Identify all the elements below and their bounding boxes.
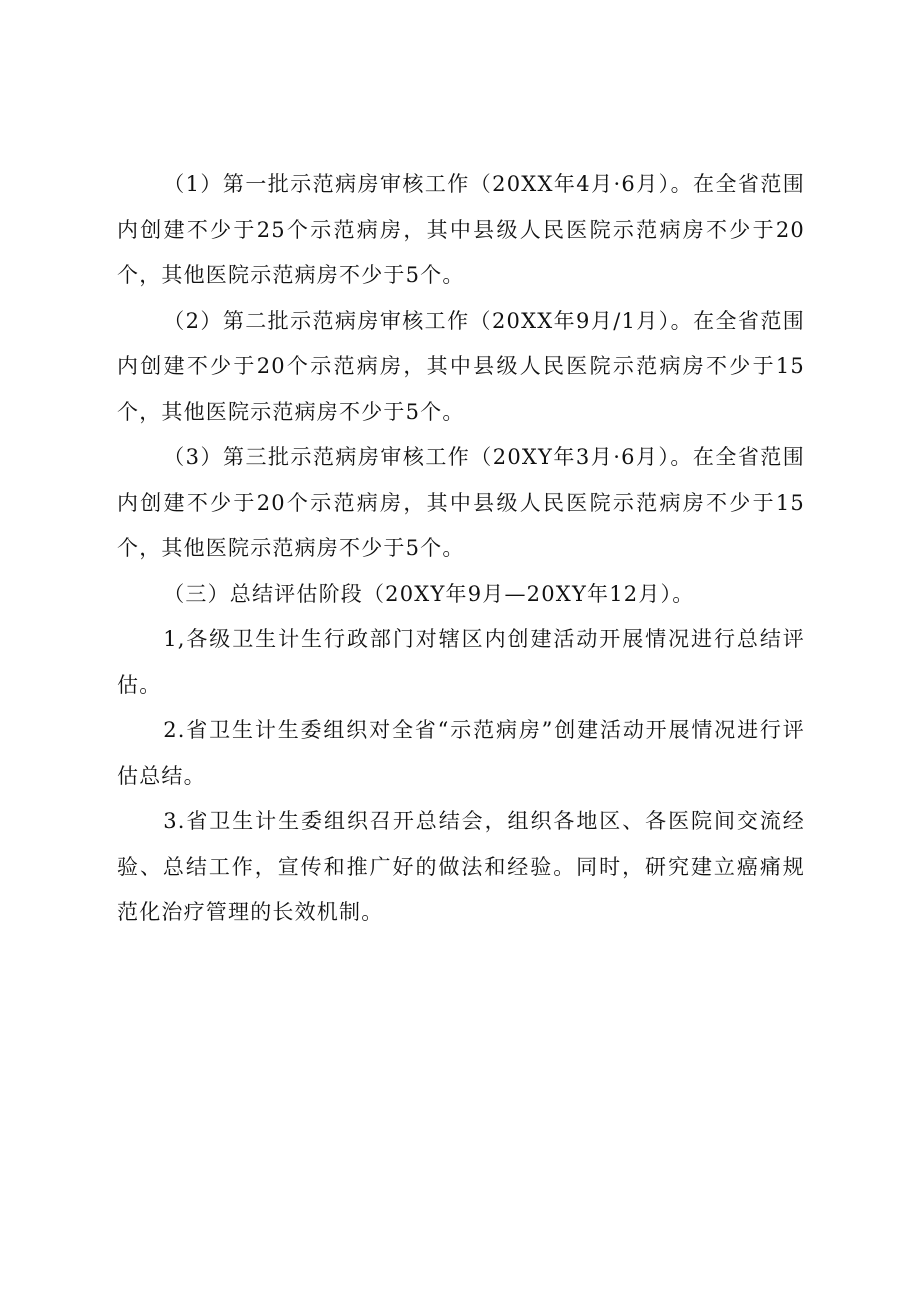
document-body (117, 162, 805, 936)
paragraph-item-2: 2.省卫生计生委组织对全省“示范病房”创建活动开展情况进行评估总结。 (117, 718, 805, 788)
paragraph-item-3: 3.省卫生计生委组织召开总结会，组织各地区、各医院间交流经验、总结工作，宣传和推广好的做法和经验。同时，研究建立癌痛规范化治疗管理的长效机制。 (117, 809, 805, 924)
paragraph-batch-1: （1）第一批示范病房审核工作（20XX年4月·6月）。在全省范围内创建不少于25个示范病房，其中县级人民医院示范病房不少于20个，其他医院示范病房不少于5个。 (117, 172, 805, 287)
paragraph-item-1: 1,各级卫生计生行政部门对辖区内创建活动开展情况进行总结评估。 (117, 627, 805, 697)
section-heading-summary: （三）总结评估阶段（20XY年9月—20XY年12月）。 (163, 581, 695, 606)
paragraph-batch-3: （3）第三批示范病房审核工作（20XY年3月·6月）。在全省范围内创建不少于20个示范病房，其中县级人民医院示范病房不少于15个，其他医院示范病房不少于5个。 (117, 445, 805, 560)
paragraph-batch-2: （2）第二批示范病房审核工作（20XX年9月/1月）。在全省范围内创建不少于20个示范病房，其中县级人民医院示范病房不少于15个，其他医院示范病房不少于5个。 (117, 308, 805, 424)
